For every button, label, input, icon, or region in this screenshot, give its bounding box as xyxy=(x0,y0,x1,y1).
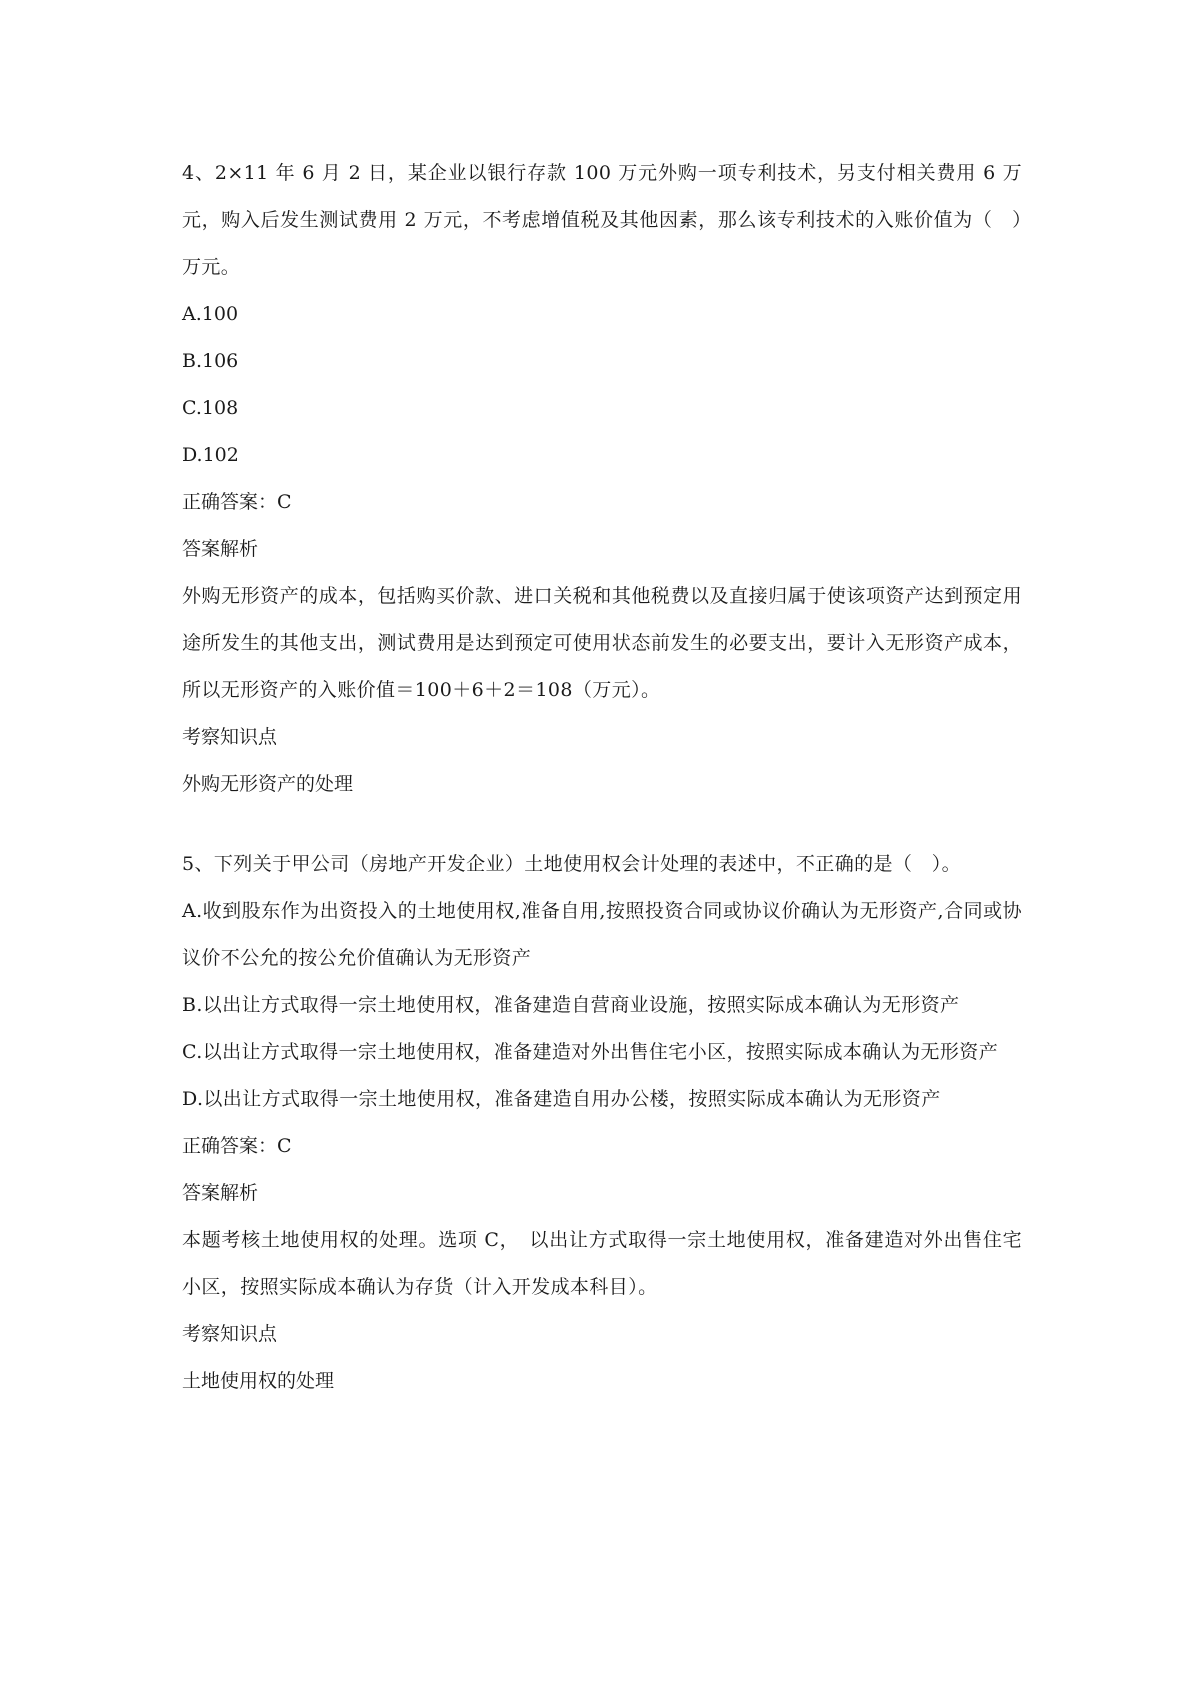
option-d: D.以出让方式取得一宗土地使用权，准备建造自用办公楼，按照实际成本确认为无形资产 xyxy=(182,1088,941,1110)
question-stem: 4、2×11 年 6 月 2 日，某企业以银行存款 100 万元外购一项专利技术，另支付相关费用 6 万元，购入后发生测试费用 2 万元，不考虑增值税及其他因素，那么该专利技术的入账价值为（ ）万元。 xyxy=(182,162,1022,278)
option-d: D.102 xyxy=(182,444,239,466)
knowledge-heading: 考察知识点 xyxy=(182,1323,278,1345)
analysis-heading: 答案解析 xyxy=(182,1182,259,1204)
correct-answer: 正确答案：C xyxy=(182,1135,292,1157)
option-a: A.收到股东作为出资投入的土地使用权,准备自用,按照投资合同或协议价确认为无形资产,合同或协议价不公允的按公允价值确认为无形资产 xyxy=(182,900,1022,969)
question-4 xyxy=(182,150,1022,808)
analysis-text: 外购无形资产的成本，包括购买价款、进口关税和其他税费以及直接归属于使该项资产达到预定用途所发生的其他支出，测试费用是达到预定可使用状态前发生的必要支出，要计入无形资产成本，所以无形资产的入账价值＝100＋6＋2＝108（万元）。 xyxy=(182,585,1022,701)
correct-answer: 正确答案：C xyxy=(182,491,292,513)
knowledge-point: 外购无形资产的处理 xyxy=(182,773,354,795)
analysis-heading: 答案解析 xyxy=(182,538,259,560)
option-c: C.以出让方式取得一宗土地使用权，准备建造对外出售住宅小区，按照实际成本确认为无形资产 xyxy=(182,1041,999,1063)
option-b: B.以出让方式取得一宗土地使用权，准备建造自营商业设施，按照实际成本确认为无形资产 xyxy=(182,994,960,1016)
knowledge-heading: 考察知识点 xyxy=(182,726,278,748)
knowledge-point: 土地使用权的处理 xyxy=(182,1370,335,1392)
option-c: C.108 xyxy=(182,397,239,419)
question-stem: 5、下列关于甲公司（房地产开发企业）土地使用权会计处理的表述中，不正确的是（ ）。 xyxy=(182,853,961,875)
question-5 xyxy=(182,841,1022,1405)
option-b: B.106 xyxy=(182,350,239,372)
analysis-text: 本题考核土地使用权的处理。选项 C， 以出让方式取得一宗土地使用权，准备建造对外出售住宅小区，按照实际成本确认为存货（计入开发成本科目）。 xyxy=(182,1229,1022,1298)
option-a: A.100 xyxy=(182,303,239,325)
